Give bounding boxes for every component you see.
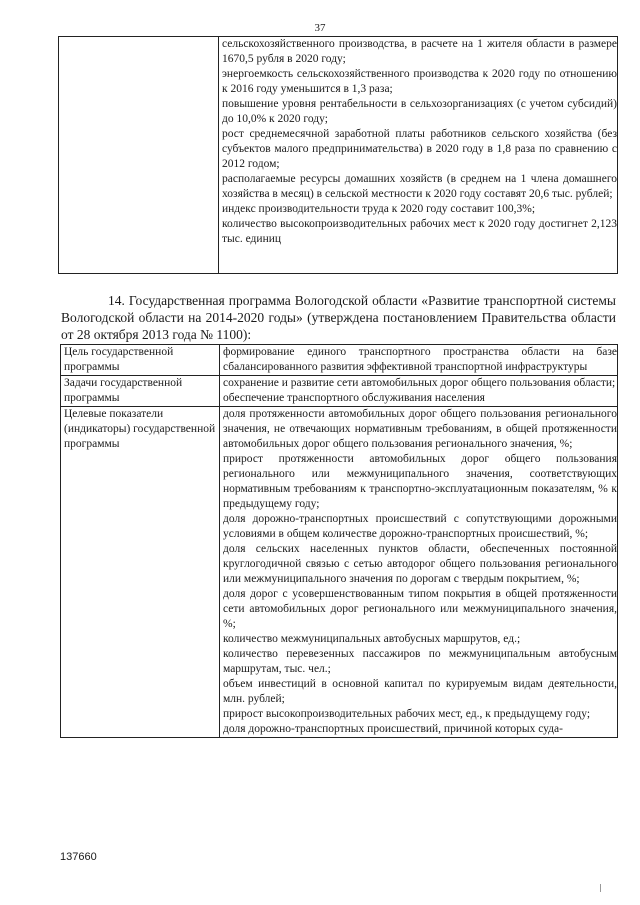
content-line: доля дорожно-транспортных происшествий с сопутствующими дорожными условиями в общем количестве дорожно-транспортных происшествий, %; xyxy=(223,513,617,540)
scan-mark xyxy=(600,884,601,892)
content-line: сохранение и развитие сети автомобильных дорог общего пользования области; xyxy=(223,377,616,389)
agriculture-indicators-table xyxy=(58,36,618,274)
indicator-line: располагаемые ресурсы домашних хозяйств (в среднем на 1 члена домашнего хозяйства в месяц) в сельской местности к 2020 году составят 20,6 тыс. рублей; xyxy=(222,173,617,200)
indicator-line: индекс производительности труда к 2020 году составит 100,3%; xyxy=(222,203,536,215)
row-content xyxy=(220,376,618,407)
table-row xyxy=(59,37,618,274)
content-line: прирост высокопроизводительных рабочих мест, ед., к предыдущему году; xyxy=(223,708,591,720)
table-row-tasks xyxy=(61,376,618,407)
empty-label-cell xyxy=(59,37,219,274)
program-passport-table xyxy=(60,344,618,738)
document-code: 137660 xyxy=(60,851,97,863)
content-line: доля дорожно-транспортных происшествий, причиной которых суда- xyxy=(223,723,563,735)
content-line: прирост протяженности автомобильных дорог общего пользования регионального или межмуниципального значения, соответствующих нормативным требованиям к транспортно-эксплуатационным показателям, % к предыдущему году; xyxy=(223,453,617,510)
indicator-line: рост среднемесячной заработной платы работников сельского хозяйства (без субъектов малого предпринимательства) в 2020 году в 1,8 раза по сравнению с 2012 годом; xyxy=(222,128,617,170)
indicator-line: энергоемкость сельскохозяйственного производства к 2020 году по отношению к 2016 году уменьшится в 1,3 раза; xyxy=(222,68,617,95)
table-row-goal xyxy=(61,345,618,376)
row-label: Цель государственной программы xyxy=(61,345,220,376)
content-line: формирование единого транспортного пространства области на базе сбалансированного развития эффективной транспортной инфраструктуры xyxy=(223,346,617,373)
indicator-line: количество высокопроизводительных рабочих мест к 2020 году достигнет 2,123 тыс. единиц xyxy=(222,218,617,245)
row-label: Целевые показатели (индикаторы) государственной программы xyxy=(61,407,220,738)
row-content xyxy=(220,345,618,376)
page-number: 37 xyxy=(314,22,326,34)
content-line: доля дорог с усовершенствованным типом покрытия в общей протяженности сети автомобильных дорог регионального или межмуниципального значения, %; xyxy=(223,588,617,630)
content-line: доля протяженности автомобильных дорог общего пользования регионального значения, не отвечающих нормативным требованиям, в общей протяженности автомобильных дорог общего пользования регионального значения, %; xyxy=(223,408,617,450)
section-heading-text: 14. Государственная программа Вологодской области «Развитие транспортной системы Вологодской области на 2014-2020 годы» (утверждена постановлением Правительства области от 28 октября 2013 года № 1100): xyxy=(61,293,616,342)
content-line: обеспечение транспортного обслуживания населения xyxy=(223,392,485,404)
indicator-line: повышение уровня рентабельности в сельхозорганизациях (с учетом субсидий) до 10,0% к 2020 году; xyxy=(222,98,617,125)
content-line: объем инвестиций в основной капитал по курируемым видам деятельности, млн. рублей; xyxy=(223,678,617,705)
content-line: количество межмуниципальных автобусных маршрутов, ед.; xyxy=(223,633,521,645)
indicators-cell xyxy=(219,37,618,274)
indicator-line: сельскохозяйственного производства, в расчете на 1 жителя области в размере 1670,5 рубля в 2020 году; xyxy=(222,38,617,65)
row-content xyxy=(220,407,618,738)
content-line: количество перевезенных пассажиров по межмуниципальным автобусным маршрутам, тыс. чел.; xyxy=(223,648,617,675)
section-heading xyxy=(61,292,616,343)
row-label: Задачи государственной программы xyxy=(61,376,220,407)
content-line: доля сельских населенных пунктов области, обеспеченных постоянной круглогодичной связью с сетью автодорог общего пользования регионального или межмуниципального значения по дорогам с твердым покрытием, %; xyxy=(223,543,617,585)
table-row-targets xyxy=(61,407,618,738)
